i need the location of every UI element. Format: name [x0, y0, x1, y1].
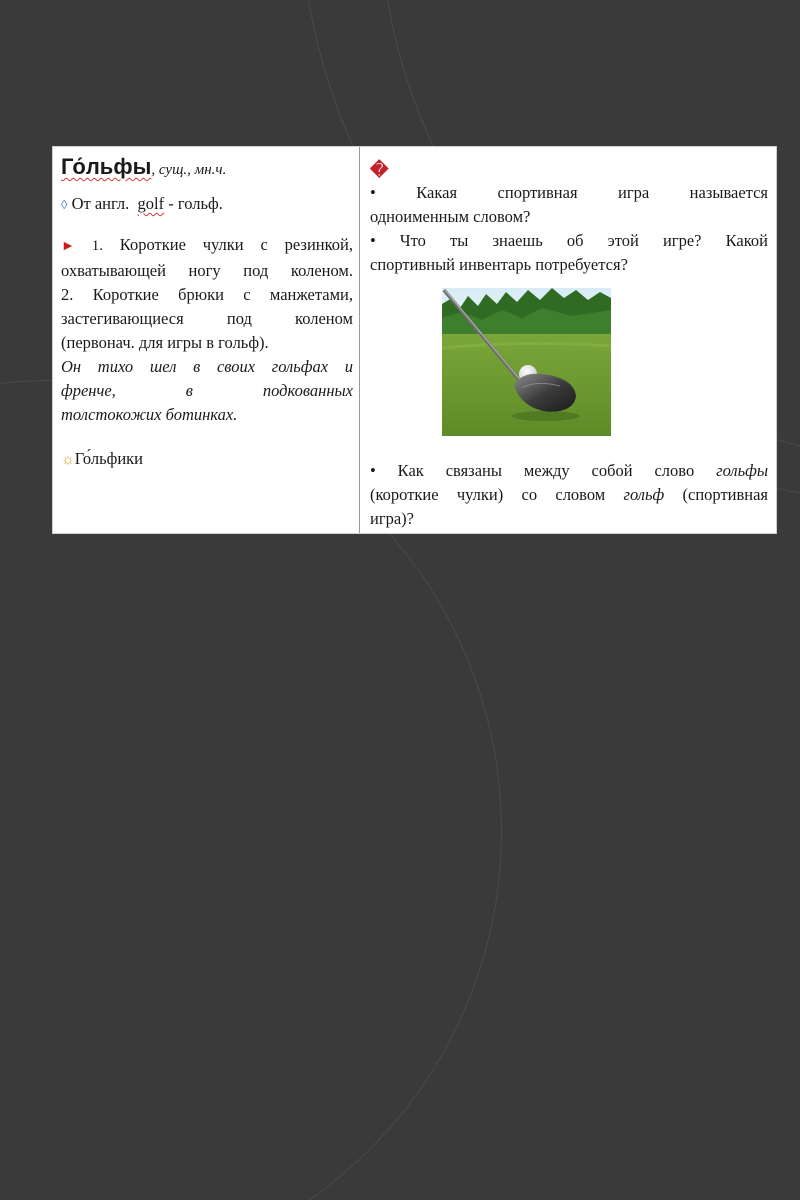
grammar-note: , сущ., мн.ч. [151, 162, 227, 178]
definition-2-line3: (первонач. для игры в гольф). [61, 333, 269, 352]
definition-text: Короткие чулки с резинкой, [119, 235, 353, 254]
headword-line [61, 155, 353, 182]
sun-icon: ☼ [61, 452, 75, 468]
questions-column [360, 147, 776, 533]
derivative-word: Го́льфики [74, 449, 143, 468]
slide-content-table [53, 147, 776, 533]
question-3-text: (короткие чулки) со словом [370, 485, 606, 504]
golf-club-photo [442, 288, 611, 436]
question-icon: � [370, 160, 389, 180]
diamond-icon: ◊ [61, 197, 68, 212]
example-line1: Он тихо шел в своих гольфах и [61, 357, 353, 376]
etymology-word: golf [137, 194, 165, 213]
definition-1-line1 [61, 233, 353, 259]
example-line2: френче, в подкованных [61, 381, 353, 400]
definition-2-line1: 2. Короткие брюки с манжетами, [61, 285, 353, 304]
golf-club-illustration [442, 288, 611, 436]
example-line3: толстокожих ботинках. [61, 405, 238, 424]
definition-1-line2: охватывающей ногу под коленом. [61, 261, 353, 280]
derivative-line [61, 447, 353, 472]
question-1-line2: одноименным словом? [370, 207, 531, 226]
etymology-line [61, 192, 353, 217]
question-1-line1: • Какая спортивная игра называется [370, 183, 768, 202]
question-2-line1: • Что ты знаешь об этой игре? Какой [370, 231, 768, 250]
definition-number: 1. [91, 238, 103, 254]
question-3-word-golfy: гольфы [716, 461, 769, 480]
definition-2-line2: застегивающиеся под коленом [61, 309, 353, 328]
triangle-right-icon: ► [61, 239, 75, 254]
dictionary-entry-column [53, 147, 360, 533]
headword: Го́льфы [61, 154, 152, 179]
question-3-line1 [370, 459, 768, 483]
question-3-line2 [370, 483, 768, 507]
etymology-prefix: От англ. [71, 194, 130, 213]
etymology-suffix: - гольф. [168, 194, 223, 213]
question-2-line2: спортивный инвентарь потребуется? [370, 255, 628, 274]
question-3-text: • Как связаны между собой слово [370, 461, 695, 480]
question-3-text: (спортивная [682, 485, 769, 504]
question-3-word-golf: гольф [623, 485, 665, 504]
question-3 [370, 459, 768, 531]
question-3-line3: игра)? [370, 509, 414, 528]
